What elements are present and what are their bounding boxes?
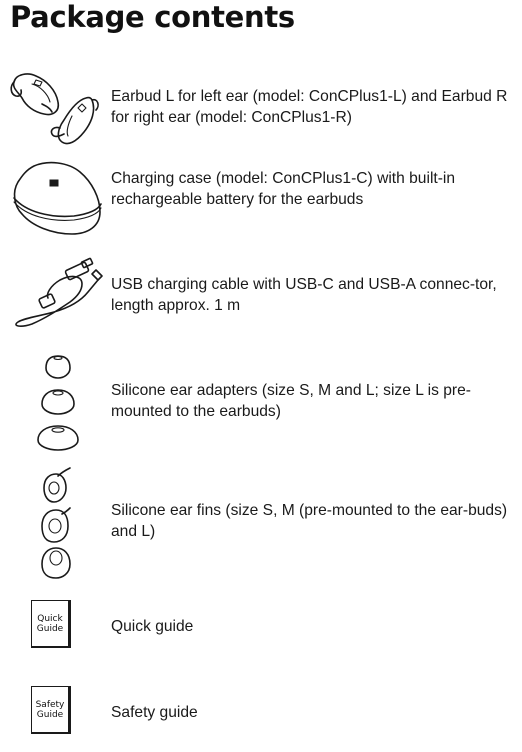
quick-guide-icon-label: Guide <box>36 623 64 634</box>
safety-guide-icon <box>31 686 71 734</box>
package-item-text: USB charging cable with USB-C and USB-A connec-tor, length approx. 1 m <box>111 276 497 314</box>
package-item-ear-fins <box>0 466 522 581</box>
package-item-text: Charging case (model: ConCPlus1-C) with built-in rechargeable battery for the earbuds <box>111 170 456 208</box>
page-title: Package contents <box>10 0 295 34</box>
safety-guide-icon-label: Safety <box>35 699 65 710</box>
usb-cable-icon <box>10 258 105 338</box>
quick-guide-icon-label: Quick <box>37 613 63 624</box>
package-item-text: Silicone ear adapters (size S, M and L; size L is pre-mounted to the earbuds) <box>111 382 471 420</box>
package-item-text: Earbud L for left ear (model: ConCPlus1-L) and Earbud R for right ear (model: ConCPlus1-R) <box>111 88 508 126</box>
package-item-safety-guide <box>0 686 522 746</box>
charging-case-icon <box>8 158 103 243</box>
package-item-text: Quick guide <box>111 618 194 635</box>
package-item-charging-case <box>0 158 522 243</box>
ear-fins-icon <box>36 466 86 586</box>
package-item-text: Safety guide <box>111 704 198 721</box>
safety-guide-icon-label: Guide <box>36 709 64 720</box>
package-item-usb-cable <box>0 258 522 333</box>
earbuds-icon <box>6 70 101 155</box>
package-item-text: Silicone ear fins (size S, M (pre-mounted to the ear-buds) and L) <box>111 502 508 540</box>
package-item-earbuds <box>0 70 522 150</box>
quick-guide-icon <box>31 600 71 648</box>
ear-adapters-icon <box>36 350 86 460</box>
package-item-quick-guide <box>0 600 522 660</box>
package-item-ear-adapters <box>0 350 522 460</box>
